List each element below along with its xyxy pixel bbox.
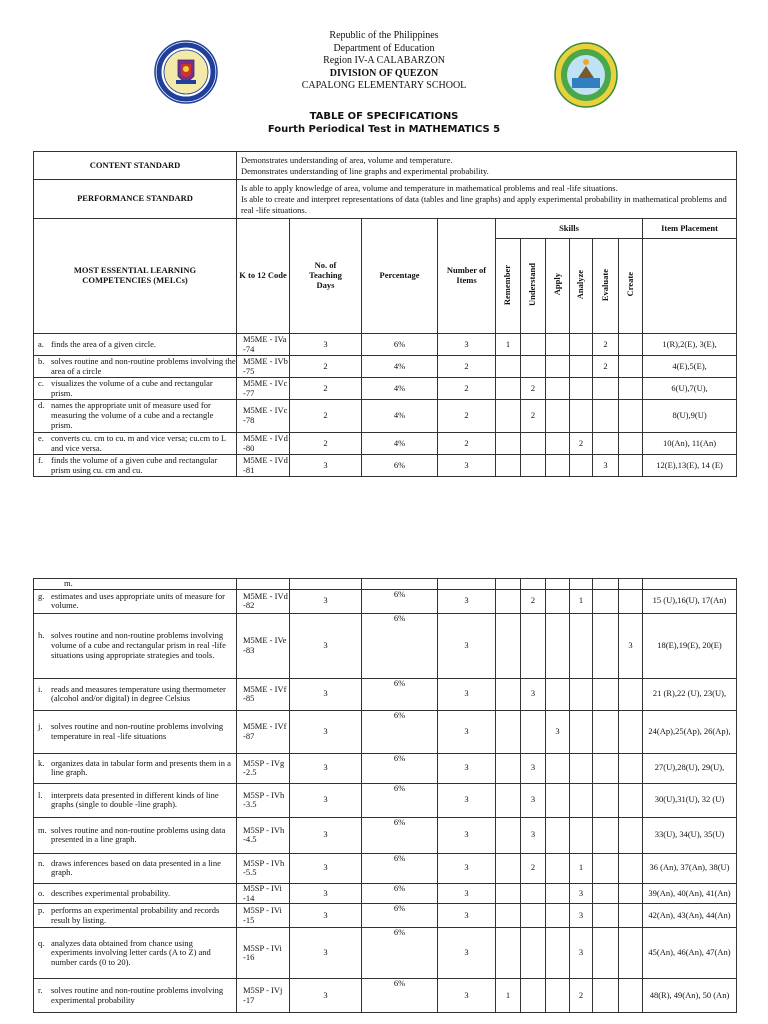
apply-cell [546,356,570,378]
specifications-table-page2 [33,578,737,1013]
melc-description: draws inferences based on data presented in a line graph. [51,857,221,878]
remember-header: Remember [502,264,513,305]
evaluate-cell [593,589,619,613]
teaching-days-cell: 2 [290,356,362,378]
melc-letter: b. [38,355,45,366]
evaluate-cell: 2 [593,356,619,378]
apply-cell [546,883,570,904]
melc-letter: f. [38,454,43,465]
create-cell [619,400,643,433]
remember-cell [496,433,521,455]
skills-header: Skills [496,219,643,239]
document-title [0,110,768,136]
melc-description: finds the area of a given circle. [51,338,157,349]
evaluate-cell: 2 [593,334,619,356]
melc-letter: p. [38,905,45,916]
melc-row [34,928,737,979]
evaluate-cell [593,883,619,904]
understand-cell [521,928,546,979]
teaching-days-cell: 2 [290,433,362,455]
percentage-cell: 6% [362,853,438,883]
percentage-cell: 6% [362,710,438,753]
melc-letter: m. [38,824,47,835]
remember-cell [496,678,521,710]
percentage-cell: 6% [362,783,438,817]
create-header: Create [624,272,635,297]
percentage-cell: 6% [362,334,438,356]
understand-cell: 3 [521,678,546,710]
teaching-days-cell: 3 [290,710,362,753]
melc-row [34,433,737,455]
letterhead-republic: Republic of the Philippines [329,30,439,41]
apply-cell [546,589,570,613]
analyze-cell [570,400,593,433]
melc-letter: e. [38,432,44,443]
evaluate-header: Evaluate [599,268,610,301]
melc-description: solves routine and non-routine problems involving the area of a circle [51,355,236,376]
letterhead-school: CAPALONG ELEMENTARY SCHOOL [301,80,467,91]
melc-row [34,817,737,853]
apply-cell: 3 [546,710,570,753]
item-placement-cell: 42(An), 43(An), 44(An) [643,904,737,928]
evaluate-cell [593,979,619,1013]
remember-cell [496,883,521,904]
item-placement-cell: 39(An), 40(An), 41(An) [643,883,737,904]
k12-code-cell: M5SP - IVh -5.5 [237,853,290,883]
melc-row [34,678,737,710]
create-cell [619,356,643,378]
remember-cell [496,904,521,928]
apply-cell [546,678,570,710]
melc-description: describes experimental probability. [51,887,171,898]
items-header: Number of Items [438,219,496,334]
analyze-cell: 1 [570,853,593,883]
letterhead-department: Department of Education [333,42,435,54]
create-cell: 3 [619,613,643,678]
analyze-cell: 2 [570,979,593,1013]
understand-cell: 3 [521,817,546,853]
number-of-items-cell: 3 [438,678,496,710]
k12-code-cell: M5ME - IVb -75 [237,356,290,378]
analyze-cell [570,613,593,678]
melc-row [34,613,737,678]
number-of-items-cell: 3 [438,979,496,1013]
melc-letter: a. [38,338,44,349]
melc-letter: c. [38,377,44,388]
specifications-table-page1 [33,151,737,477]
code-header: K to 12 Code [237,219,290,334]
placement-header: Item Placement [643,219,737,239]
melc-description: names the appropriate unit of measure used for measuring the volume of a cube and a rectangle prism. [51,400,214,430]
teaching-days-cell: 2 [290,400,362,433]
teaching-days-cell: 3 [290,817,362,853]
content-standard-text: Demonstrates understanding of area, volume and temperature. Demonstrates understanding of line graphs and experimental probability. [237,152,737,180]
item-placement-cell: 48(R), 49(An), 50 (An) [643,979,737,1013]
melc-letter: j. [38,721,43,731]
remember-cell: 1 [496,979,521,1013]
days-header: No. of Teaching Days [290,219,362,334]
teaching-days-cell: 3 [290,904,362,928]
remember-cell [496,817,521,853]
item-placement-cell: 18(E),19(E), 20(E) [643,613,737,678]
content-standard-row [34,152,737,180]
evaluate-cell [593,853,619,883]
remember-cell [496,378,521,400]
number-of-items-cell: 3 [438,883,496,904]
melc-letter: k. [38,757,45,768]
melc-header: MOST ESSENTIAL LEARNING COMPETENCIES (MELCs) [34,219,237,334]
melc-row [34,356,737,378]
column-header-row-1 [34,219,737,239]
item-placement-cell: 1(R),2(E), 3(E), [643,334,737,356]
melc-row [34,753,737,783]
performance-standard-text: Is able to apply knowledge of area, volume and temperature in mathematical problems and real -life situations. Is able to create and interpret representations of data (tables and line graphs) and apply experimental probability in mathematical problems and real -life situations. [237,180,737,219]
teaching-days-cell: 2 [290,378,362,400]
k12-code-cell: M5ME - IVd -82 [237,589,290,613]
melc-letter: r. [38,985,43,996]
teaching-days-cell: 3 [290,613,362,678]
number-of-items-cell: 2 [438,378,496,400]
k12-code-cell: M5ME - IVc -77 [237,378,290,400]
title-line-1: TABLE OF SPECIFICATIONS [309,111,459,122]
number-of-items-cell: 3 [438,928,496,979]
evaluate-cell [593,378,619,400]
letterhead-division: DIVISION OF QUEZON [329,67,439,79]
teaching-days-cell: 3 [290,334,362,356]
item-placement-cell: 30(U),31(U), 32 (U) [643,783,737,817]
percentage-cell: 6% [362,678,438,710]
create-cell [619,904,643,928]
letterhead [0,30,768,93]
item-placement-cell: 24(Ap),25(Ap), 26(Ap), [643,710,737,753]
percentage-cell: 6% [362,928,438,979]
analyze-cell [570,753,593,783]
create-cell [619,678,643,710]
evaluate-cell [593,753,619,783]
teaching-days-cell: 3 [290,589,362,613]
number-of-items-cell: 3 [438,783,496,817]
percentage-cell: 6% [362,904,438,928]
evaluate-cell [593,904,619,928]
item-placement-cell: 27(U),28(U), 29(U), [643,753,737,783]
analyze-cell: 3 [570,904,593,928]
percentage-cell: 6% [362,979,438,1013]
understand-cell: 3 [521,753,546,783]
k12-code-cell: M5SP - IVi -15 [237,904,290,928]
evaluate-cell [593,928,619,979]
letterhead-region: Region IV-A CALABARZON [323,55,445,66]
melc-row [34,710,737,753]
item-placement-cell: 15 (U),16(U), 17(An) [643,589,737,613]
melc-row [34,378,737,400]
understand-cell: 2 [521,853,546,883]
melc-letter: q. [38,937,45,948]
remember-cell [496,710,521,753]
percentage-cell: 4% [362,433,438,455]
number-of-items-cell: 2 [438,400,496,433]
melc-letter: i. [38,683,43,694]
melc-letter: g. [38,590,45,601]
apply-cell [546,613,570,678]
item-placement-cell: 12(E),13(E), 14 (E) [643,455,737,477]
create-cell [619,589,643,613]
evaluate-cell [593,400,619,433]
apply-cell [546,904,570,928]
teaching-days-cell: 3 [290,678,362,710]
understand-header: Understand [527,263,538,307]
create-cell [619,455,643,477]
evaluate-cell [593,783,619,817]
create-cell [619,433,643,455]
understand-cell [521,356,546,378]
percentage-cell: 4% [362,400,438,433]
item-placement-cell: 6(U),7(U), [643,378,737,400]
melc-row [34,904,737,928]
remember-cell [496,783,521,817]
melc-letter: n. [38,857,45,868]
item-placement-cell: 8(U),9(U) [643,400,737,433]
melc-description: visualizes the volume of a cube and rectangular prism. [51,377,213,398]
melc-description: finds the volume of a given cube and rectangular prism using cu. cm and cu. [51,454,218,475]
analyze-cell: 2 [570,433,593,455]
melc-letter: d. [38,400,45,411]
melc-letter: l. [38,789,43,800]
evaluate-cell [593,613,619,678]
melc-description: reads and measures temperature using thermometer (alcohol and/or digital) in degree Celsius [51,683,226,704]
understand-cell [521,334,546,356]
analyze-cell: 3 [570,883,593,904]
number-of-items-cell: 3 [438,613,496,678]
k12-code-cell: M5SP - IVg -2.5 [237,753,290,783]
percentage-cell: 6% [362,589,438,613]
number-of-items-cell: 3 [438,455,496,477]
melc-row [34,400,737,433]
number-of-items-cell: 3 [438,817,496,853]
placement-header-blank [643,239,737,334]
remember-cell: 1 [496,334,521,356]
item-placement-cell: 36 (An), 37(An), 38(U) [643,853,737,883]
melc-letter: o. [38,887,45,898]
create-cell [619,853,643,883]
melc-row [34,783,737,817]
analyze-cell [570,783,593,817]
understand-cell [521,613,546,678]
analyze-header: Analyze [575,269,586,300]
apply-cell [546,334,570,356]
melc-row [34,589,737,613]
apply-cell [546,753,570,783]
k12-code-cell: M5ME - IVd -80 [237,433,290,455]
melc-description: solves routine and non-routine problems using data presented in a line graph. [51,824,226,845]
melc-description: interprets data presented in different kinds of line graphs (single to double -line graph). [51,789,219,810]
create-cell [619,928,643,979]
melc-description: converts cu. cm to cu. m and vice versa; cu.cm to L and vice versa. [51,432,226,453]
teaching-days-cell: 3 [290,455,362,477]
remember-cell [496,928,521,979]
k12-code-cell: M5SP - IVi -14 [237,883,290,904]
apply-cell [546,378,570,400]
create-cell [619,710,643,753]
performance-standard-label: PERFORMANCE STANDARD [34,180,237,219]
continuation-text: m. [34,579,237,590]
item-placement-cell: 10(An), 11(An) [643,433,737,455]
create-cell [619,783,643,817]
create-cell [619,334,643,356]
analyze-cell [570,710,593,753]
apply-cell [546,979,570,1013]
teaching-days-cell: 3 [290,928,362,979]
item-placement-cell: 45(An), 46(An), 47(An) [643,928,737,979]
evaluate-cell [593,433,619,455]
teaching-days-cell: 3 [290,979,362,1013]
understand-cell [521,904,546,928]
analyze-cell [570,334,593,356]
evaluate-cell [593,710,619,753]
number-of-items-cell: 3 [438,853,496,883]
item-placement-cell: 4(E),5(E), [643,356,737,378]
continuation-row [34,579,737,590]
melc-description: estimates and uses appropriate units of measure for volume. [51,590,225,611]
evaluate-cell [593,817,619,853]
k12-code-cell: M5SP - IVh -4.5 [237,817,290,853]
remember-cell [496,753,521,783]
remember-cell [496,400,521,433]
understand-cell [521,433,546,455]
evaluate-cell [593,678,619,710]
k12-code-cell: M5SP - IVj -17 [237,979,290,1013]
percentage-cell: 4% [362,356,438,378]
melc-description: performs an experimental probability and records result by listing. [51,905,220,925]
analyze-cell: 3 [570,928,593,979]
melc-row [34,979,737,1013]
teaching-days-cell: 3 [290,783,362,817]
percentage-cell: 6% [362,817,438,853]
analyze-cell [570,356,593,378]
create-cell [619,817,643,853]
remember-cell [496,356,521,378]
title-line-2: Fourth Periodical Test in MATHEMATICS 5 [267,124,501,135]
melc-description: solves routine and non-routine problems involving experimental probability [51,985,224,1005]
melc-description: solves routine and non-routine problems involving volume of a cube and rectangular prism in real -life situations using appropriate strategies and tools. [51,630,226,660]
analyze-cell [570,817,593,853]
remember-cell [496,613,521,678]
understand-cell: 2 [521,400,546,433]
melc-description: solves routine and non-routine problems involving temperature in real -life situations [51,721,224,741]
percent-header: Percentage [362,219,438,334]
k12-code-cell: M5SP - IVi -16 [237,928,290,979]
understand-cell: 2 [521,589,546,613]
k12-code-cell: M5ME - IVa -74 [237,334,290,356]
apply-cell [546,783,570,817]
analyze-cell [570,678,593,710]
number-of-items-cell: 3 [438,753,496,783]
k12-code-cell: M5ME - IVf -87 [237,710,290,753]
apply-header: Apply [551,273,562,296]
percentage-cell: 6% [362,455,438,477]
apply-cell [546,817,570,853]
k12-code-cell: M5ME - IVe -83 [237,613,290,678]
melc-row [34,883,737,904]
content-standard-label: CONTENT STANDARD [34,152,237,180]
k12-code-cell: M5ME - IVd -81 [237,455,290,477]
percentage-cell: 6% [362,883,438,904]
melc-description: organizes data in tabular form and presents them in a line graph. [51,757,231,778]
understand-cell [521,979,546,1013]
remember-cell [496,589,521,613]
percentage-cell: 4% [362,378,438,400]
number-of-items-cell: 3 [438,334,496,356]
melc-row [34,853,737,883]
apply-cell [546,853,570,883]
number-of-items-cell: 3 [438,904,496,928]
evaluate-cell: 3 [593,455,619,477]
teaching-days-cell: 3 [290,883,362,904]
understand-cell [521,455,546,477]
apply-cell [546,455,570,477]
number-of-items-cell: 2 [438,433,496,455]
percentage-cell: 6% [362,753,438,783]
understand-cell: 3 [521,783,546,817]
understand-cell [521,883,546,904]
remember-cell [496,853,521,883]
create-cell [619,979,643,1013]
teaching-days-cell: 3 [290,753,362,783]
analyze-cell [570,378,593,400]
melc-row [34,455,737,477]
k12-code-cell: M5ME - IVf -85 [237,678,290,710]
melc-description: analyzes data obtained from chance using experiments involving letter cards (A to Z) and number cards (0 to 20). [51,937,211,968]
item-placement-cell: 21 (R),22 (U), 23(U), [643,678,737,710]
apply-cell [546,400,570,433]
number-of-items-cell: 3 [438,710,496,753]
number-of-items-cell: 3 [438,589,496,613]
k12-code-cell: M5ME - IVc -78 [237,400,290,433]
analyze-cell [570,455,593,477]
melc-row [34,334,737,356]
apply-cell [546,928,570,979]
k12-code-cell: M5SP - IVh -3.5 [237,783,290,817]
create-cell [619,378,643,400]
understand-cell: 2 [521,378,546,400]
analyze-cell: 1 [570,589,593,613]
percentage-cell: 6% [362,613,438,678]
apply-cell [546,433,570,455]
create-cell [619,883,643,904]
teaching-days-cell: 3 [290,853,362,883]
performance-standard-row [34,180,737,219]
create-cell [619,753,643,783]
melc-letter: h. [38,630,45,641]
understand-cell [521,710,546,753]
number-of-items-cell: 2 [438,356,496,378]
remember-cell [496,455,521,477]
item-placement-cell: 33(U), 34(U), 35(U) [643,817,737,853]
